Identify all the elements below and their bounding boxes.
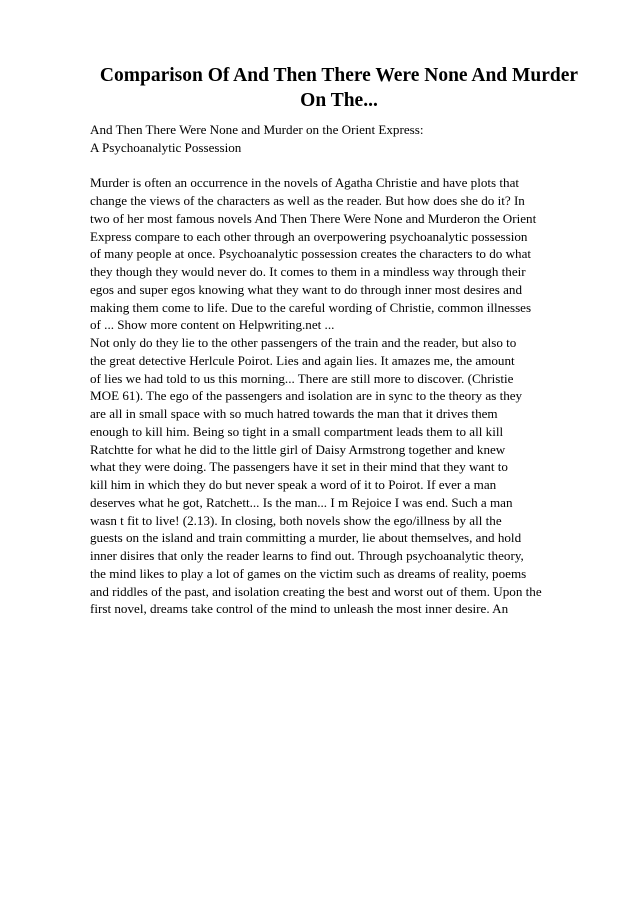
- paragraph-line: they though they would never do. It comes to them in a mindless way through their: [90, 264, 526, 279]
- paragraph-line: kill him in which they do but never speak a word of it to Poirot. If ever a man: [90, 477, 497, 492]
- title-line-1: Comparison Of And Then There Were None And Murder: [99, 65, 579, 86]
- paragraph-line: first novel, dreams take control of the mind to unleash the most inner desire. An: [90, 601, 509, 617]
- show-more-line: of ... Show more content on Helpwriting.net ...: [90, 317, 335, 333]
- paragraph-line: of lies we had told to us this morning... There are still more to discover. (Christie: [90, 370, 514, 386]
- document-body: [90, 121, 590, 618]
- paragraph-line: guests on the island and train committing a murder, lie about themselves, and hold: [90, 530, 522, 546]
- paragraph-line: egos and super egos knowing what they want to do through inner most desires and: [90, 281, 523, 297]
- paragraph-line: enough to kill him. Being so tight in a small compartment leads them to all kill: [90, 423, 504, 439]
- paragraph-line: are all in small space with so much hatred towards the man that it drives them: [90, 406, 498, 421]
- paragraph-line: wasn t fit to live! (2.13). In closing, both novels show the ego/illness by all the: [90, 512, 502, 528]
- paragraph-line: inner disires that only the reader learns to find out. Through psychoanalytic theory,: [90, 548, 524, 563]
- subtitle-line: A Psychoanalytic Possession: [90, 139, 242, 155]
- paragraph-line: change the views of the characters as well as the reader. But how does she do it? In: [90, 193, 525, 208]
- paragraph-line: two of her most famous novels And Then There Were None and Murderon the Orient: [90, 210, 537, 226]
- subtitle-line: And Then There Were None and Murder on the Orient Express:: [90, 122, 424, 137]
- paragraph-line: the mind likes to play a lot of games on the victim such as dreams of reality, poems: [90, 565, 527, 581]
- paragraph-line: Express compare to each other through an overpowering psychoanalytic possession: [90, 228, 528, 244]
- paragraph-line: of many people at once. Psychoanalytic possession creates the characters to do what: [90, 246, 532, 262]
- paragraph-line: and riddles of the past, and isolation creating the best and worst out of them. Upon the: [90, 583, 542, 599]
- paragraph-line: deserves what he got, Ratchett... Is the man... I m Rejoice I was end. Such a man: [90, 494, 513, 510]
- paragraph-line: the great detective Herlcule Poirot. Lies and again lies. It amazes me, the amount: [90, 352, 515, 368]
- subtitle: [90, 121, 590, 157]
- paragraph-1: [90, 174, 590, 334]
- paragraph-line: MOE 61). The ego of the passengers and isolation are in sync to the theory as they: [90, 388, 523, 404]
- paragraph-2: [90, 334, 590, 618]
- paragraph-line: making them come to life. Due to the careful wording of Christie, common illnesses: [90, 299, 532, 315]
- paragraph-line: what they were doing. The passengers have it set in their mind that they want to: [90, 459, 508, 475]
- paragraph-line: Not only do they lie to the other passengers of the train and the reader, but also to: [90, 335, 517, 350]
- paragraph-line: Murder is often an occurrence in the novels of Agatha Christie and have plots that: [90, 175, 520, 191]
- title-line-2: On The...: [300, 90, 378, 111]
- paragraph-gap: [90, 157, 590, 175]
- paragraph-line: Ratchtte for what he did to the little girl of Daisy Armstrong together and knew: [90, 441, 506, 457]
- document-title: [84, 63, 594, 113]
